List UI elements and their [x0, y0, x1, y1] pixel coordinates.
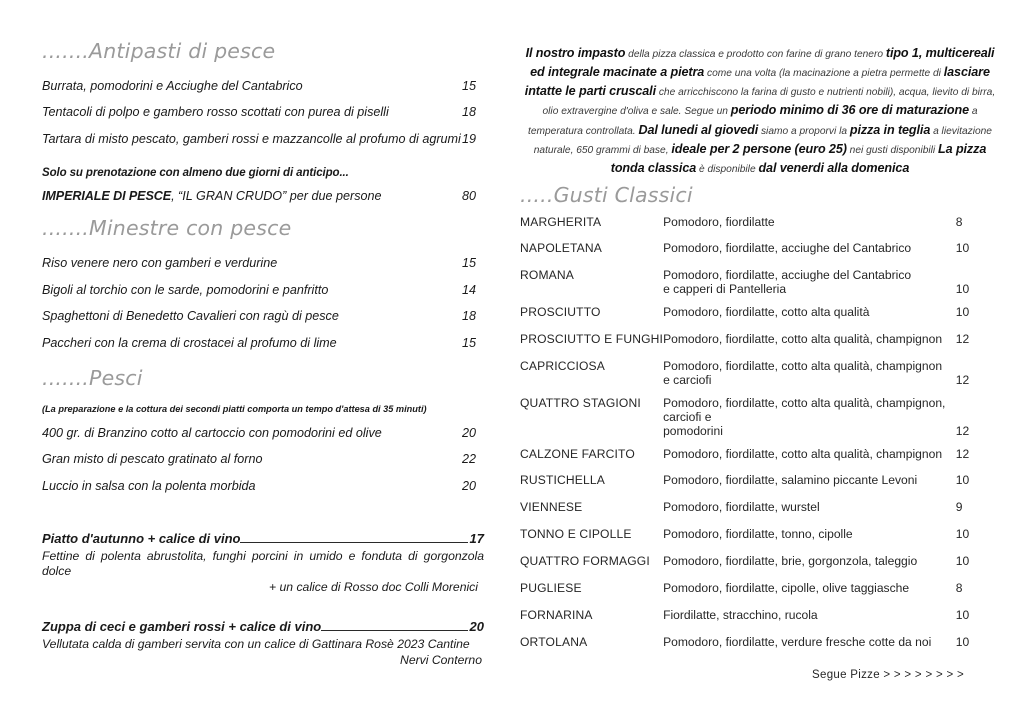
dough-b7: ideale per 2 persone (euro 25) [671, 141, 847, 156]
reservation-note: Solo su prenotazione con almeno due giorni di anticipo... [42, 167, 349, 180]
menu-row [42, 80, 502, 93]
pizza-price: 12 [955, 423, 970, 438]
pizza-desc-line1: Pomodoro, fiordilatte, acciughe del Cantabrico [663, 241, 912, 256]
dish-name: Spaghettoni di Benedetto Cavalieri con ragù di pesce [42, 309, 339, 324]
pizza-desc [663, 582, 956, 609]
section-antipasti-di-pesce [42, 40, 502, 145]
dough-t1: della pizza classica e prodotto con farine di grano tenero [625, 49, 886, 60]
pizza-desc [663, 636, 956, 663]
table-row [520, 609, 1000, 636]
leader-rule [321, 630, 467, 631]
imperiale-rest: , “IL GRAN CRUDO” per due persone [171, 189, 382, 204]
combo-title-row [42, 531, 484, 546]
pizza-price: 10 [955, 241, 970, 256]
combo-desc-line2: Nervi Conterno [400, 653, 482, 668]
pizza-name: TONNO E CIPOLLE [520, 527, 632, 542]
dish-price: 15 [462, 335, 477, 350]
pizza-price: 10 [955, 554, 970, 569]
pizza-price: 10 [955, 634, 970, 649]
dish-price: 15 [462, 255, 477, 270]
section-minestre-con-pesce [42, 217, 502, 349]
combo-price: 17 [469, 530, 484, 546]
dish-name: Burrata, pomodorini e Acciughe del Cantabrico [42, 78, 303, 93]
dough-b5: Dal lunedi al giovedi [638, 122, 759, 137]
pesci-subnote: (La preparazione e la cottura dei secondi piatti comporta un tempo d'attesa di 35 minuti) [42, 403, 427, 414]
pizza-desc-line1: Pomodoro, fiordilatte, salamino piccante Levoni [663, 473, 918, 488]
dough-t4: a temperatura controllata. [528, 106, 978, 137]
dish-price: 19 [462, 131, 477, 146]
pizza-name: PUGLIESE [520, 581, 582, 596]
pizza-desc-line1: Pomodoro, fiordilatte, cotto alta qualità, champignon [663, 332, 943, 347]
reservation-block [42, 167, 502, 203]
dish-name: Paccheri con la crema di crostacei al profumo di lime [42, 335, 337, 350]
pizza-name: CALZONE FARCITO [520, 446, 635, 461]
menu-row [42, 310, 502, 323]
pizza-desc-line1: Fiordilatte, stracchino, rucola [663, 607, 818, 622]
dish-name: Tentacoli di polpo e gambero rosso scottati con purea di piselli [42, 105, 389, 120]
pizza-desc-line1: Pomodoro, fiordilatte, wurstel [663, 500, 820, 515]
pizza-price: 12 [955, 332, 970, 347]
pizza-desc [663, 242, 956, 269]
pizza-price: 10 [955, 607, 970, 622]
dish-price: 15 [462, 78, 477, 93]
table-row [520, 242, 1000, 269]
combo-piatto-autunno [42, 531, 484, 596]
pizza-name: PROSCIUTTO E FUNGHI [520, 332, 664, 347]
table-row [520, 360, 1000, 397]
pizza-desc-line1: Pomodoro, fiordilatte, brie, gorgonzola, taleggio [663, 554, 918, 569]
combo-title: Piatto d'autunno + calice di vino [42, 530, 241, 546]
dish-name: Tartara di misto pescato, gamberi rossi e mazzancolle al profumo di agrumi [42, 131, 461, 146]
pizza-desc-line1: Pomodoro, fiordilatte, tonno, cipolle [663, 527, 853, 542]
pizza-desc-line1: Pomodoro, fiordilatte, cotto alta qualità, champignon [663, 358, 943, 373]
pizza-desc [663, 397, 956, 448]
menu-row [42, 133, 502, 146]
pizza-desc-line2: e capperi di Pantelleria [663, 282, 787, 297]
section-heading: .......Minestre con pesce [42, 216, 292, 241]
menu-row [42, 427, 502, 440]
pizza-desc-line2: pomodorini [663, 423, 723, 438]
combo-price: 20 [469, 619, 484, 635]
dough-b6: pizza in teglia [849, 122, 931, 137]
pizza-desc-line1: Pomodoro, fiordilatte, acciughe del Cantabrico [663, 268, 912, 283]
pizza-desc-line1: Pomodoro, fiordilatte, cotto alta qualità, champignon [663, 446, 943, 461]
dough-b3: lasciare intatte le parti cruscali [524, 65, 990, 99]
section-heading: .......Pesci [42, 366, 143, 391]
pizza-desc [663, 474, 956, 501]
dough-description [520, 44, 1000, 178]
dough-b4: periodo minimo di 36 ore di maturazione [730, 103, 969, 118]
pizza-desc-line1: Pomodoro, fiordilatte, verdure fresche cotte da noi [663, 634, 932, 649]
combo-desc-line2: + un calice di Rosso doc Colli Morenici [269, 579, 478, 594]
table-row [520, 555, 1000, 582]
dish-price: 22 [462, 452, 477, 467]
pizza-price: 12 [955, 446, 970, 461]
pizza-desc [663, 269, 956, 306]
pizza-name: CAPRICCIOSA [520, 358, 605, 373]
menu-row [42, 337, 502, 350]
pizza-desc-line1: Pomodoro, fiordilatte [663, 214, 775, 229]
pizza-name: FORNARINA [520, 607, 593, 622]
pizza-desc [663, 555, 956, 582]
table-row [520, 448, 1000, 475]
combo-title: Zuppa di ceci e gamberi rossi + calice di vino [42, 619, 322, 635]
dish-price: 14 [462, 282, 477, 297]
pizza-desc [663, 528, 956, 555]
dish-name: Riso venere nero con gamberi e verdurine [42, 255, 278, 270]
pizza-price: 9 [955, 500, 963, 515]
pizza-price: 10 [955, 527, 970, 542]
pizza-name: VIENNESE [520, 500, 583, 515]
segue-footer: Segue Pizze > > > > > > > > [812, 668, 964, 681]
pizza-price: 12 [955, 372, 970, 387]
table-row [520, 582, 1000, 609]
pizza-name: RUSTICHELLA [520, 473, 605, 488]
combo-title-row [42, 619, 484, 634]
pizza-name: QUATTRO FORMAGGI [520, 554, 650, 569]
table-row [520, 501, 1000, 528]
dough-t6: a lievitazione naturale, 650 grammi di base, [533, 125, 992, 156]
dough-t3: che arricchiscono la farina di gusto e nutrienti nobili), acqua, lievito di birra, olio extravergine d'oliva e sale. Segue un [542, 87, 996, 118]
pizza-desc-line1: Pomodoro, fiordilatte, cotto alta qualità, champignon, carciofi e [663, 395, 946, 424]
table-row [520, 216, 1000, 243]
menu-row [42, 284, 502, 297]
imperiale-row [42, 189, 502, 203]
dish-name: Bigoli al torchio con le sarde, pomodorini e panfritto [42, 282, 329, 297]
dish-name: Luccio in salsa con la polenta morbida [42, 479, 256, 494]
table-row [520, 636, 1000, 663]
imperiale-name: IMPERIALE DI PESCE [42, 189, 172, 204]
menu-row [42, 453, 502, 466]
dough-t8: è disponibile [696, 163, 759, 175]
combo-desc-line1: Fettine di polenta abrustolita, funghi porcini in umido e fonduta di gorgonzola dolce [42, 548, 484, 579]
menu-row [42, 106, 502, 119]
pizza-name: NAPOLETANA [520, 241, 602, 256]
pizza-price: 10 [955, 282, 970, 297]
section-heading: .......Antipasti di pesce [42, 39, 276, 63]
pizza-desc-line1: Pomodoro, fiordilatte, cipolle, olive taggiasche [663, 581, 910, 596]
menu-row [42, 257, 502, 270]
dough-b2: tipo 1, multicereali ed integrale macinate a pietra [530, 46, 995, 80]
pizza-desc-line1: Pomodoro, fiordilatte, cotto alta qualità [663, 305, 870, 320]
dish-price: 20 [462, 479, 477, 494]
left-column [42, 40, 502, 669]
menu-row [42, 480, 502, 493]
pizza-name: QUATTRO STAGIONI [520, 395, 641, 410]
pizza-name: MARGHERITA [520, 214, 602, 229]
imperiale-price: 80 [462, 189, 477, 204]
dish-price: 18 [462, 105, 477, 120]
menu-list [42, 80, 502, 146]
dough-b8: La pizza tonda classica [610, 141, 987, 175]
pizza-desc [663, 609, 956, 636]
dough-t7: nei gusti disponibili [846, 144, 936, 156]
table-row [520, 474, 1000, 501]
table-row [520, 306, 1000, 333]
dough-t2: come una volta (la macinazione a pietra permette di [704, 68, 944, 80]
dough-t5: siamo a proporvi la [758, 125, 850, 137]
pizza-desc [663, 216, 956, 243]
combo-zuppa-ceci [42, 619, 484, 668]
pizza-price: 8 [955, 581, 963, 596]
pizza-desc-line2: e carciofi [663, 372, 712, 387]
dish-price: 20 [462, 425, 477, 440]
leader-rule [240, 542, 467, 543]
section-heading-gusti-classici: .....Gusti Classici [520, 182, 693, 207]
right-column [520, 44, 1000, 681]
menu-list [42, 257, 502, 349]
pizza-desc [663, 306, 956, 333]
dough-b9: dal venerdi alla domenica [758, 160, 910, 175]
dish-name: 400 gr. di Branzino cotto al cartoccio con pomodorini ed olive [42, 425, 382, 440]
pizza-desc [663, 360, 956, 397]
combo-desc-line1: Vellutata calda di gamberi servita con un calice di Gattinara Rosè 2023 Cantine [42, 637, 470, 652]
table-row [520, 528, 1000, 555]
pizza-desc [663, 501, 956, 528]
dish-price: 18 [462, 309, 477, 324]
pizza-table-body [520, 216, 1000, 663]
pizza-price: 10 [955, 473, 970, 488]
pizza-price: 8 [955, 214, 963, 229]
pizza-table [520, 216, 1000, 663]
dish-name: Gran misto di pescato gratinato al forno [42, 452, 263, 467]
table-row [520, 333, 1000, 360]
menu-list [42, 427, 502, 493]
table-row [520, 269, 1000, 306]
pizza-name: ROMANA [520, 268, 574, 283]
pizza-name: ORTOLANA [520, 634, 588, 649]
pizza-desc [663, 448, 956, 475]
pizza-price: 10 [955, 305, 970, 320]
dough-b1: Il nostro impasto [525, 46, 626, 60]
section-pesci [42, 367, 502, 492]
table-row [520, 397, 1000, 448]
pizza-name: PROSCIUTTO [520, 305, 601, 320]
pizza-desc [663, 333, 956, 360]
